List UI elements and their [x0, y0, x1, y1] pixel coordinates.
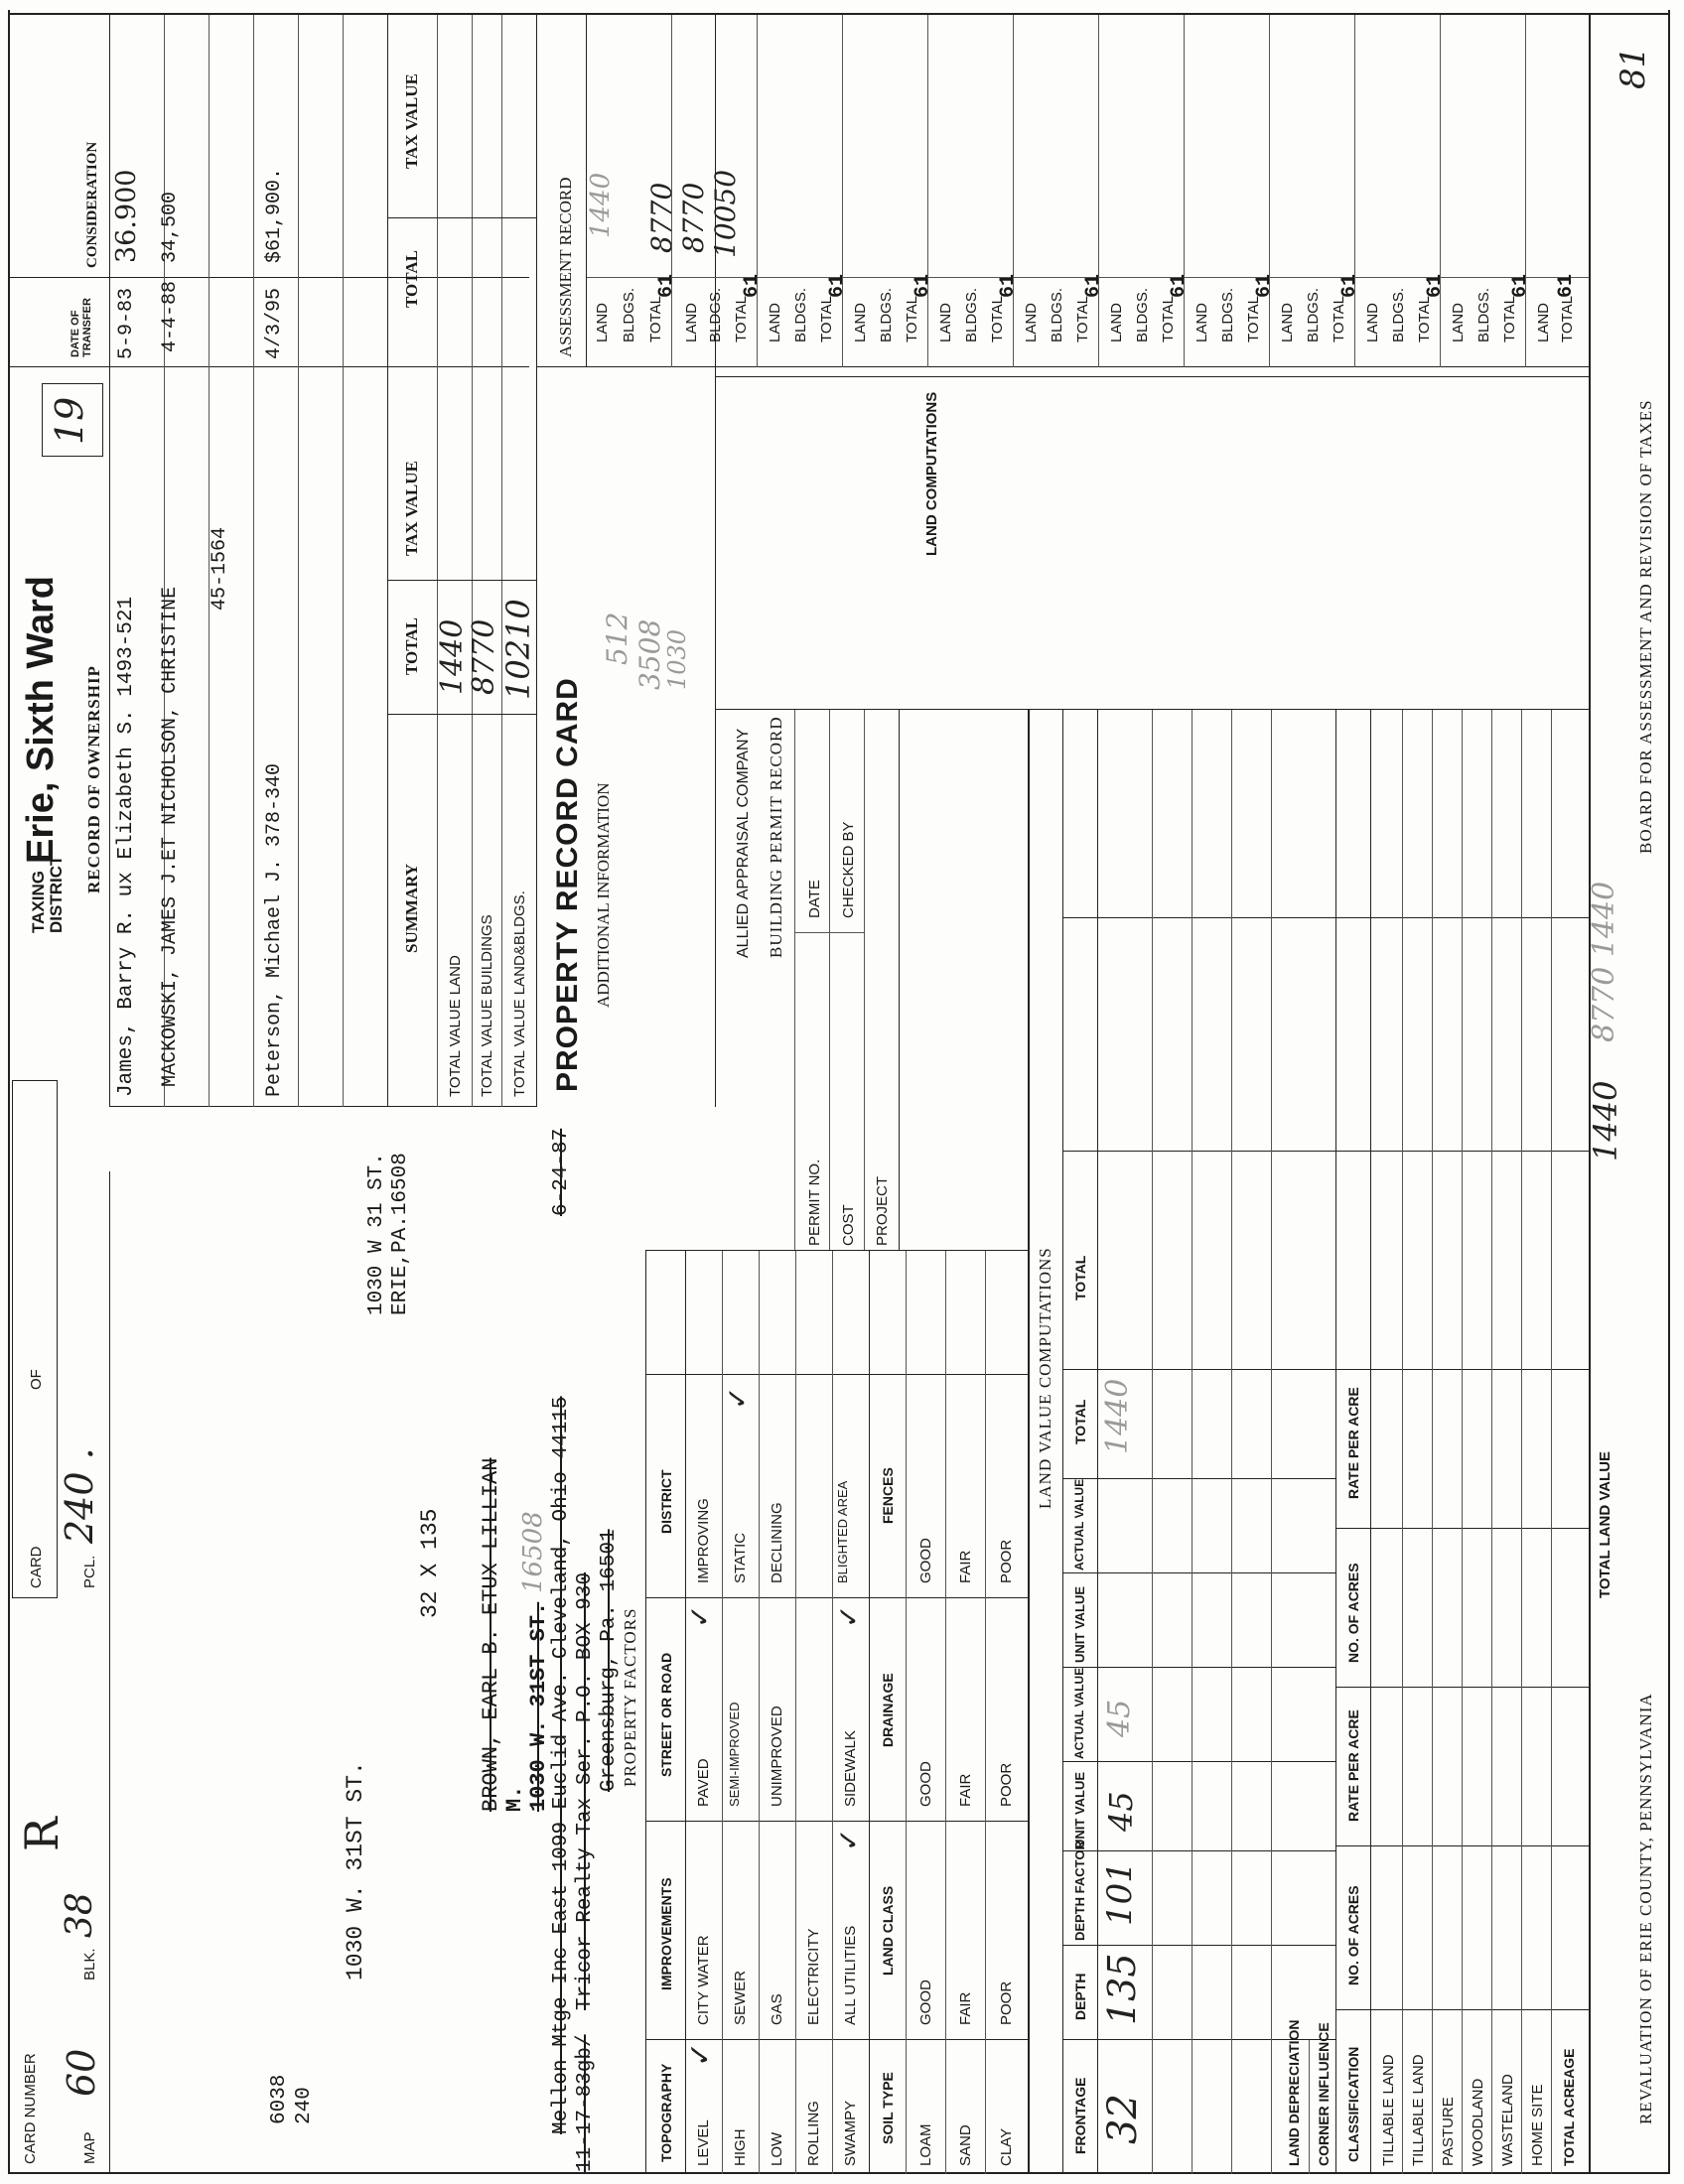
drainage-header: DRAINAGE: [880, 1673, 896, 1747]
impr-electricity: ELECTRICITY: [805, 1928, 822, 2025]
lv-col-4: [1062, 1761, 1335, 1762]
assess-land-12: LAND: [1535, 302, 1552, 342]
owner-line-1: BROWN, EARL B. ETUX LILLIAN: [479, 1457, 503, 1812]
factors-col-5: [645, 1250, 1028, 1251]
assess-bldgs-3: BLDGS.: [792, 287, 809, 342]
consideration-1: 36.900: [111, 169, 142, 263]
assess-value-2: 8770: [645, 182, 678, 253]
land-class-good: GOOD: [917, 1979, 934, 2025]
acre-row-4: [1491, 710, 1492, 2174]
class-pasture: PASTURE: [1440, 2097, 1457, 2166]
assess-value-3: 8770: [677, 182, 710, 253]
factors-top-rule: [645, 1251, 646, 2174]
date-of-transfer-header: DATE OF TRANSFER: [70, 298, 93, 357]
assess-row-c: [842, 15, 843, 367]
land-value-title: LAND VALUE COMPUTATIONS: [1036, 1247, 1054, 1509]
owner-line-5: Tricor Realty Tax Ser. P.O. BOX 930: [574, 1571, 597, 2010]
total-value-buildings: 8770: [467, 618, 501, 695]
ownership-top-rule: [109, 15, 110, 1107]
owner-record-3: 45-1564: [209, 526, 231, 611]
year-mark-12: 61: [1555, 273, 1578, 298]
owner-line-4-date: 6-24-87: [550, 1128, 573, 1216]
district-static: STATIC: [732, 1532, 749, 1583]
acres-header-1: NO. OF ACRES: [1345, 1885, 1361, 1985]
lv-col-10: [1062, 917, 1589, 918]
card-box: [12, 1080, 58, 1598]
assess-total-5: TOTAL: [989, 296, 1006, 342]
soil-loam: LOAM: [917, 2123, 934, 2166]
improvements-header: IMPROVEMENTS: [658, 1877, 674, 1990]
map-code: 6038: [268, 2074, 291, 2124]
soil-clay: CLAY: [998, 2127, 1015, 2166]
bottom-border: [1668, 10, 1670, 2174]
lv-frontage-value: 32: [1100, 2094, 1146, 2144]
assess-total-10: TOTAL: [1416, 296, 1433, 342]
lv-header-bottom: [1097, 710, 1098, 2174]
assess-row-g: [1184, 15, 1185, 367]
page-box-value: 19: [48, 396, 91, 445]
assess-bldgs-10: BLDGS.: [1390, 287, 1407, 342]
footer-right: BOARD FOR ASSESSMENT AND REVISION OF TAXES: [1636, 399, 1655, 854]
class-wasteland: WASTELAND: [1499, 2074, 1516, 2166]
owner-record-1: James, Barry R. ux Elizabeth S. 1493-521: [115, 596, 138, 1097]
summary-row-3: [536, 15, 537, 1107]
lv-row-4: [1271, 710, 1272, 2174]
year-mark-1: 61: [655, 273, 678, 298]
lv-actual-value-header-2: ACTUAL VALUE: [1072, 1478, 1086, 1570]
total-value-land-bldgs: 10210: [499, 599, 537, 700]
own-row-5: [343, 15, 344, 1107]
year-mark-11: 61: [1509, 273, 1532, 298]
topography-header: TOPOGRAPHY: [658, 2063, 674, 2162]
total-land-value-amount: 1440: [1587, 1080, 1624, 1161]
permit-cost-label: COST: [840, 1204, 857, 1246]
transfer-date-4: 4/3/95: [263, 287, 286, 359]
of-label: OF: [28, 1369, 45, 1390]
drainage-poor: POOR: [998, 1762, 1015, 1807]
summary-row-2: [501, 15, 502, 1107]
assess-total-1: TOTAL: [647, 296, 664, 342]
lv-unit-value-header-2: UNIT VALUE: [1072, 1585, 1087, 1663]
street-header: STREET OR ROAD: [658, 1652, 674, 1777]
assess-total-4: TOTAL: [904, 296, 920, 342]
transfer-date-2: 4-4-88: [159, 280, 182, 352]
lv-actual-value-header-1: ACTUAL VALUE: [1072, 1667, 1086, 1759]
class-total-acreage: TOTAL ACREAGE: [1561, 2048, 1577, 2166]
permit-row-2: [829, 710, 830, 1251]
assess-land-11: LAND: [1450, 302, 1467, 342]
assess-value-4: 10050: [709, 169, 742, 258]
property-factors-title: PROPERTY FACTORS: [621, 1607, 639, 1787]
owner-line-4: Mellon Mtge Inc East 1099 Euclid Ave. Cleveland, Ohio 44115: [550, 1396, 573, 2134]
assess-land-7: LAND: [1108, 302, 1125, 342]
owner-record-4: Peterson, Michael J. 378-340: [263, 762, 286, 1097]
street-sidewalk: SIDEWALK: [842, 1730, 859, 1807]
assessment-left-rule: [536, 366, 1589, 367]
assess-row-f: [1098, 15, 1099, 367]
paved-check-mark: ✓: [683, 1604, 716, 1628]
street-unimproved: UNIMPROVED: [769, 1706, 785, 1807]
consideration-column-rule: [8, 277, 529, 278]
additional-note-3: 1030: [663, 628, 691, 690]
topo-level: LEVEL: [695, 2119, 712, 2166]
year-mark-4: 61: [912, 273, 934, 298]
computations-right-rule: [715, 376, 1589, 377]
soil-sand: SAND: [957, 2124, 974, 2166]
assess-value-1: 1440: [586, 172, 616, 238]
permit-date-label: DATE: [806, 880, 823, 918]
building-permit-record-label: BUILDING PERMIT RECORD: [767, 716, 785, 958]
assess-total-6: TOTAL: [1074, 296, 1091, 342]
consideration-2: 34,500: [159, 191, 182, 263]
owner-line-3-note: 16508: [518, 1511, 548, 1593]
district-blighted: BLIGHTED AREA: [835, 1480, 850, 1583]
property-dimensions: 32 X 135: [417, 1508, 443, 1618]
class-tillable-1: TILLABLE LAND: [1380, 2054, 1397, 2166]
fences-fair: FAIR: [957, 1550, 974, 1583]
assess-total-8: TOTAL: [1245, 296, 1262, 342]
rate-header-1: RATE PER ACRE: [1345, 1709, 1361, 1822]
assess-bldgs-7: BLDGS.: [1134, 287, 1151, 342]
acre-row-3: [1462, 710, 1463, 2174]
depreciation-divider: [1309, 2040, 1310, 2174]
lv-total-header-2: TOTAL: [1072, 1255, 1088, 1300]
assess-row-i: [1354, 15, 1355, 367]
consideration-header: CONSIDERATION: [84, 141, 100, 268]
mail-line-1: 1030 W 31 ST.: [365, 1153, 388, 1315]
summary-title: SUMMARY: [402, 863, 421, 953]
class-woodland: WOODLAND: [1470, 2078, 1486, 2166]
assess-total-2: TOTAL: [733, 296, 750, 342]
assess-land-6: LAND: [1023, 302, 1040, 342]
assess-land-4: LAND: [852, 302, 869, 342]
assess-land-1: LAND: [594, 302, 611, 342]
factors-row-2: [759, 1251, 760, 2174]
lv-unit-value-header-1: UNIT VALUE: [1072, 1771, 1087, 1848]
permit-row-4: [899, 710, 900, 1251]
assess-bldgs-5: BLDGS.: [963, 287, 980, 342]
corner-influence-label: CORNER INFLUENCE: [1316, 2022, 1332, 2166]
lv-header-top: [1062, 710, 1063, 2174]
total-value-land-bldgs-label: TOTAL VALUE LAND&BLDGS.: [511, 890, 528, 1097]
drainage-fair: FAIR: [957, 1773, 974, 1807]
date-column-rule: [8, 366, 529, 367]
year-mark-8: 61: [1253, 273, 1276, 298]
acre-row-2: [1432, 710, 1433, 2174]
assess-bldgs-4: BLDGS.: [878, 287, 895, 342]
assess-row-h: [1269, 15, 1270, 367]
header-divider: [109, 1171, 110, 2174]
parcel-value: 240 .: [58, 1447, 101, 1544]
fences-good: GOOD: [917, 1538, 934, 1583]
lv-col-8: [1062, 1369, 1589, 1370]
acres-header-2: NO. OF ACRES: [1345, 1563, 1361, 1663]
topo-rolling: ROLLING: [805, 2101, 822, 2166]
year-mark-3: 61: [826, 273, 849, 298]
assess-bldgs-9: BLDGS.: [1305, 287, 1322, 342]
permit-row-1: [794, 710, 795, 1251]
card-number-label: CARD NUMBER: [22, 2053, 39, 2164]
lv-row-2: [1192, 710, 1193, 2174]
year-mark-9: 61: [1338, 273, 1361, 298]
assess-row-d: [927, 15, 928, 367]
lv-total-header-1: TOTAL: [1072, 1399, 1088, 1444]
property-address: 1030 W. 31ST ST.: [343, 1761, 368, 1980]
factors-col-3: [645, 1597, 1028, 1598]
land-class-poor: POOR: [998, 1980, 1015, 2025]
street-semi-improved: SEMI-IMPROVED: [727, 1702, 742, 1807]
assess-land-9: LAND: [1279, 302, 1296, 342]
additional-note-1: 512: [601, 612, 633, 665]
factors-row-4: [832, 1251, 833, 2174]
lv-depth-value: 135: [1100, 1953, 1144, 2025]
assess-row-e: [1013, 15, 1014, 367]
total-value-buildings-label: TOTAL VALUE BUILDINGS: [479, 914, 495, 1097]
consideration-4: $61,900.: [263, 167, 286, 263]
owner-record-2: MACKOWSKI, JAMES J.ET NICHOLSON, CHRISTINE: [159, 586, 182, 1087]
factors-col-1: [645, 2039, 1028, 2040]
soil-type-header: SOIL TYPE: [880, 2072, 896, 2144]
year-mark-2: 61: [741, 273, 764, 298]
summary-tax-col: [387, 580, 536, 581]
acre-row-1: [1402, 710, 1403, 2174]
lv-col-3: [1062, 1850, 1335, 1851]
year-mark-5: 61: [997, 273, 1020, 298]
soil-row-2: [985, 1251, 986, 2174]
assess-land-2: LAND: [683, 302, 700, 342]
summary-tax-header: TAX VALUE: [402, 461, 421, 556]
lv-depth-header: DEPTH: [1072, 1973, 1088, 2020]
total-land-value-label: TOTAL LAND VALUE: [1597, 1450, 1614, 1598]
permit-checked-by-label: CHECKED BY: [840, 821, 857, 918]
assess-row-b: [757, 15, 758, 367]
acre-row-6: [1551, 710, 1552, 2174]
own-row-4: [298, 15, 299, 1107]
factors-header-rule: [685, 1251, 686, 2174]
lv-frontage-header: FRONTAGE: [1072, 2077, 1088, 2154]
lv-total-value: 1440: [1100, 1378, 1135, 1454]
factors-row-3: [795, 1251, 796, 2174]
soil-header-rule: [906, 1251, 907, 2174]
total-value-land-label: TOTAL VALUE LAND: [447, 955, 464, 1097]
block-label: BLK.: [81, 1948, 98, 1980]
impr-all-utilities: ALL UTILITIES: [842, 1925, 859, 2025]
assess-land-8: LAND: [1193, 302, 1210, 342]
owner-line-5-date: 11-17-83gb/: [574, 2034, 597, 2172]
all-utilities-check-mark: ✓: [832, 1828, 865, 1851]
summary-total-header: TOTAL: [402, 617, 421, 675]
assess-row-j: [1440, 15, 1441, 367]
map-label: MAP: [81, 2131, 98, 2164]
assess-land-10: LAND: [1364, 302, 1381, 342]
assess-total-7: TOTAL: [1160, 296, 1177, 342]
left-border: [8, 2172, 1668, 2174]
street-paved: PAVED: [695, 1758, 712, 1807]
static-check-mark: ✓: [721, 1386, 754, 1410]
classification-header: CLASSIFICATION: [1345, 2046, 1361, 2162]
taxing-district-value: Erie, Sixth Ward: [20, 576, 62, 864]
land-computations-right: LAND COMPUTATIONS: [923, 391, 940, 556]
lv-unit-value: 45: [1102, 1791, 1140, 1832]
assess-land-3: LAND: [767, 302, 783, 342]
factors-bottom-rule: [1028, 710, 1030, 2174]
impr-city-water: CITY WATER: [695, 1935, 712, 2025]
lv-col-6: [1062, 1572, 1335, 1573]
assess-bldgs-11: BLDGS.: [1475, 287, 1492, 342]
summary-row-1: [472, 15, 473, 1107]
assess-total-9: TOTAL: [1331, 296, 1347, 342]
footer-left: REVALUATION OF ERIE COUNTY, PENNSYLVANIA: [1636, 1693, 1655, 2124]
factors-col-4: [645, 1374, 1028, 1375]
soil-row-1: [945, 1251, 946, 2174]
lv-row-1: [1152, 710, 1153, 2174]
fences-header: FENCES: [880, 1467, 896, 1524]
faint-figures: 8770 1440: [1587, 881, 1621, 1042]
rate-header-2: RATE PER ACRE: [1345, 1387, 1361, 1499]
topo-high: HIGH: [732, 2128, 749, 2166]
lv-row-3: [1231, 710, 1232, 2174]
taxing-district-label: TAXING DISTRICT: [29, 855, 66, 933]
district-declining: DECLINING: [769, 1502, 785, 1583]
r-mark: R: [15, 1817, 69, 1851]
lv-row-5: [1335, 710, 1336, 2174]
topo-low: LOW: [769, 2131, 785, 2166]
lv-col-7: [1062, 1478, 1335, 1479]
ownership-title: RECORD OF OWNERSHIP: [84, 665, 103, 893]
factors-row-5: [869, 1251, 870, 2174]
assess-bldgs-2: BLDGS.: [707, 287, 724, 342]
impr-sewer: SEWER: [732, 1970, 749, 2025]
property-record-card-title: PROPERTY RECORD CARD: [551, 677, 584, 1092]
drainage-good: GOOD: [917, 1761, 934, 1807]
summary-header-rule: [437, 15, 438, 1107]
level-check-mark: ✓: [683, 2041, 718, 2067]
permit-project-label: PROJECT: [874, 1175, 891, 1246]
lv-col-2: [1062, 1945, 1335, 1946]
transfer-date-1: 5-9-83: [115, 287, 138, 359]
summary-total-col: [387, 714, 536, 715]
mail-line-2: ERIE,PA.16508: [389, 1153, 412, 1315]
card-label: CARD: [28, 1546, 45, 1588]
year-mark-10: 61: [1424, 273, 1447, 298]
factors-col-2: [645, 1821, 1028, 1822]
assess-row-a: [671, 15, 672, 367]
land-class-header: LAND CLASS: [880, 1885, 896, 1976]
assess-total-11: TOTAL: [1501, 296, 1518, 342]
topo-swampy: SWAMPY: [842, 2100, 859, 2166]
additional-information-label: ADDITIONAL INFORMATION: [594, 782, 613, 1008]
lv-actual-value: 45: [1102, 1699, 1137, 1737]
assess-bldgs-8: BLDGS.: [1219, 287, 1236, 342]
own-row-3: [253, 15, 254, 1107]
year-mark-6: 61: [1082, 273, 1105, 298]
fences-poor: POOR: [998, 1539, 1015, 1583]
acre-row-5: [1521, 710, 1522, 2174]
permit-mid-rule: [794, 932, 864, 933]
impr-gas: GAS: [769, 1993, 785, 2025]
district-header: DISTRICT: [658, 1469, 674, 1534]
land-depreciation-label: LAND DEPRECIATION: [1286, 2019, 1302, 2166]
lv-depth-factor-value: 101: [1100, 1861, 1140, 1926]
additional-note-2: 3508: [633, 618, 666, 690]
appraisal-company: ALLIED APPRAISAL COMPANY: [735, 728, 752, 958]
right-border: [8, 13, 1668, 15]
parcel-code: 240: [293, 2087, 316, 2124]
assess-land-5: LAND: [937, 302, 954, 342]
assess-bldgs-1: BLDGS.: [621, 287, 637, 342]
lv-col-9: [1062, 1151, 1589, 1152]
owner-line-6: Greensburg, Pa. 16501: [598, 1529, 621, 1792]
class-tillable-2: TILLABLE LAND: [1410, 2054, 1427, 2166]
total-value-land: 1440: [435, 618, 470, 695]
block-value: 38: [60, 1892, 100, 1938]
parcel-label: PCL.: [81, 1555, 98, 1588]
assess-bldgs-6: BLDGS.: [1049, 287, 1065, 342]
right-tax-header: TAX VALUE: [402, 73, 421, 169]
permit-row-3: [864, 710, 865, 1251]
sidewalk-check-mark: ✓: [832, 1604, 865, 1628]
top-border: [8, 10, 10, 2174]
owner-line-2: M.: [502, 1785, 527, 1812]
permit-no-label: PERMIT NO.: [806, 1159, 823, 1246]
lv-col-5: [1062, 1667, 1335, 1668]
right-total-header: TOTAL: [402, 250, 421, 308]
owner-line-3: 1030 W. 31ST ST.: [526, 1601, 551, 1812]
map-value: 60: [60, 2048, 103, 2097]
class-home-site: HOME SITE: [1529, 2084, 1546, 2166]
assess-total-3: TOTAL: [818, 296, 835, 342]
district-improving: IMPROVING: [695, 1498, 712, 1583]
acreage-header-rule: [1370, 710, 1371, 2174]
year-mark-7: 61: [1168, 273, 1191, 298]
assessment-record-title: ASSESSMENT RECORD: [556, 177, 575, 357]
assess-total-12: TOTAL: [1559, 296, 1576, 342]
assess-row-k: [1525, 15, 1526, 367]
lv-depth-factor-header: DEPTH FACTOR: [1072, 1841, 1087, 1941]
corner-number: 81: [1614, 46, 1653, 89]
own-row-6: [387, 15, 388, 1107]
right-tax-col: [387, 217, 536, 218]
land-class-fair: FAIR: [957, 1991, 974, 2025]
